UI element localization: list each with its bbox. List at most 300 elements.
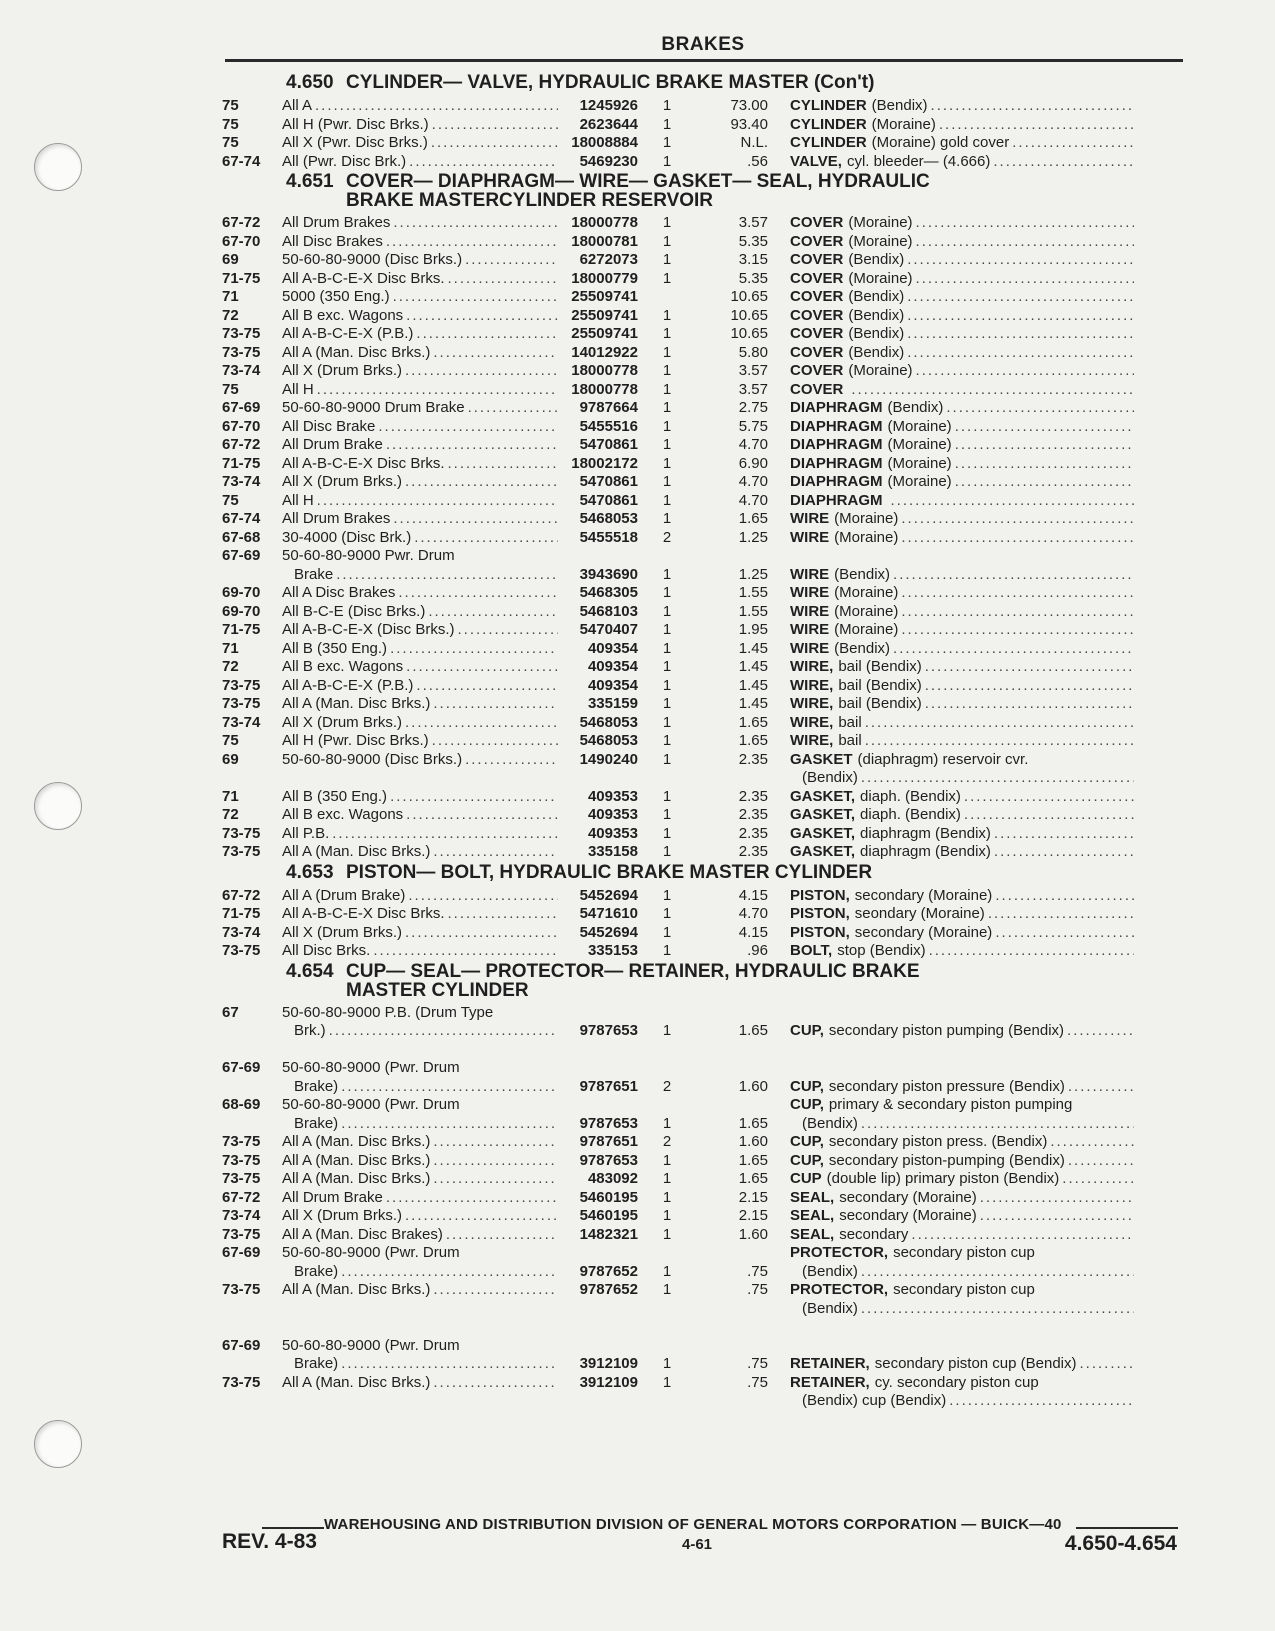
price: 4.15: [738, 923, 768, 941]
price-cell: [696, 251, 768, 270]
description-name: CUP,: [790, 1077, 824, 1095]
quantity-cell: [638, 529, 696, 548]
model-text: All Disc Brakes: [282, 232, 383, 250]
model-line: [282, 1263, 558, 1282]
description-name: PROTECTOR,: [790, 1281, 889, 1298]
quantity-cell: [638, 1207, 696, 1226]
table-row: [222, 1374, 1184, 1411]
part-number: 409354: [587, 676, 638, 694]
leader-dots: [952, 455, 1134, 474]
description-line: [790, 116, 1134, 135]
leader-dots: [338, 1115, 558, 1134]
part-number: 5471610: [579, 905, 638, 922]
description-cell: [768, 492, 1134, 511]
quantity: 1: [662, 362, 672, 379]
price-cell: [696, 1059, 768, 1096]
part-number: 18000778: [571, 362, 638, 379]
year-range: 71-75: [222, 269, 261, 287]
table-row: [222, 887, 1184, 906]
part-number: 5460195: [579, 1207, 638, 1224]
leader-dots: [430, 695, 558, 714]
leader-dots: [898, 603, 1134, 622]
quantity-cell: [638, 1337, 696, 1374]
year-range: 67: [222, 1003, 239, 1021]
description-cell: [768, 1337, 1134, 1374]
year-range: 75: [222, 380, 239, 398]
price-cell: [696, 788, 768, 807]
model-cell: [282, 362, 558, 381]
price-cell: [696, 621, 768, 640]
part-number-cell: [558, 307, 638, 326]
model-line: [282, 843, 558, 862]
part-number-cell: [558, 116, 638, 135]
part-number: 2623644: [579, 115, 638, 133]
part-number: 9787653: [579, 1151, 638, 1169]
description-cell: [768, 1374, 1134, 1411]
leader-dots: [1009, 134, 1134, 153]
model-line: [282, 566, 558, 585]
row-gap: [222, 1041, 1184, 1060]
quantity: 1: [662, 806, 672, 823]
part-number-cell: [558, 134, 638, 153]
description-text: primary & secondary piston pumping: [828, 1096, 1073, 1113]
description-line: [790, 695, 1134, 714]
quantity-cell: [638, 714, 696, 733]
table-row: [222, 924, 1184, 943]
price-cell: [696, 924, 768, 943]
description-text: diaphragm (Bendix): [860, 824, 991, 842]
description-name: CUP,: [790, 1133, 824, 1150]
price: .75: [747, 1373, 768, 1391]
price: 1.65: [738, 1151, 768, 1169]
quantity-cell: [638, 621, 696, 640]
leader-dots: [985, 905, 1134, 924]
table-row: [222, 1004, 1184, 1041]
description-text: secondary (Moraine): [839, 1188, 977, 1206]
description-cell: [768, 325, 1134, 344]
model-line: [282, 658, 558, 677]
year-range: 75: [222, 115, 239, 133]
year-range: 73-75: [222, 843, 261, 860]
leader-dots: [405, 887, 558, 906]
quantity: 1: [662, 1114, 672, 1132]
leader-dots: [425, 603, 558, 622]
table-row: [222, 510, 1184, 529]
description-name: GASKET,: [790, 824, 856, 842]
price: 1.60: [738, 1133, 768, 1150]
leader-dots: [890, 640, 1134, 659]
description-name: COVER: [790, 306, 844, 324]
description-text: (Bendix) cup (Bendix): [802, 1392, 947, 1409]
price-cell: [696, 1207, 768, 1226]
part-number-cell: [558, 1226, 638, 1245]
part-number-cell: [558, 1189, 638, 1208]
description-cell: [768, 436, 1134, 455]
table-row: [222, 344, 1184, 363]
year-range: 67-74: [222, 510, 261, 527]
description-cell: [768, 905, 1134, 924]
section-number: 4.653: [286, 861, 334, 883]
year-range: 67-70: [222, 232, 261, 250]
table-row: [222, 1226, 1184, 1245]
quantity-cell: [638, 806, 696, 825]
description-text: secondary piston pressure (Bendix): [828, 1077, 1065, 1095]
part-number: 5468053: [579, 713, 638, 731]
price: .75: [747, 1281, 768, 1298]
description-line: [790, 418, 1134, 437]
model-cell: [282, 436, 558, 455]
leader-dots: [992, 887, 1134, 906]
leader-dots: [913, 214, 1134, 233]
leader-dots: [898, 510, 1134, 529]
year-range: 73-75: [222, 1281, 261, 1298]
description-name: VALVE,: [790, 152, 842, 170]
quantity: 1: [662, 658, 672, 675]
price-cell: [696, 529, 768, 548]
description-cell: [768, 677, 1134, 696]
model-text: All H: [282, 491, 314, 509]
description-text: (Bendix): [848, 306, 905, 324]
description-text: (Moraine): [848, 269, 913, 287]
description-line: [790, 825, 1134, 844]
year-range: 71-75: [222, 454, 261, 472]
quantity-cell: [638, 924, 696, 943]
description-text: (Bendix): [802, 1299, 858, 1317]
footer-revision: REV. 4-83: [222, 1530, 317, 1553]
year-range: 71-75: [222, 621, 261, 638]
description-cell: [768, 418, 1134, 437]
part-number-cell: [558, 887, 638, 906]
description-cell: [768, 455, 1134, 474]
description-line: [790, 621, 1134, 640]
description-name: DIAPHRAGM: [790, 454, 883, 472]
model-line: [282, 1115, 558, 1134]
model-line: [282, 924, 558, 943]
description-cell: [768, 547, 1134, 584]
description-line: [790, 381, 1134, 400]
model-line: [282, 1004, 558, 1023]
section-header: [222, 172, 1184, 210]
quantity-cell: [638, 547, 696, 584]
price-cell: [696, 584, 768, 603]
table-row: [222, 97, 1184, 116]
price-cell: [696, 1170, 768, 1189]
description-cell: [768, 751, 1134, 788]
part-number-cell: [558, 381, 638, 400]
table-row: [222, 714, 1184, 733]
description-cell: [768, 788, 1134, 807]
model-line: [282, 510, 558, 529]
leader-dots: [443, 1226, 558, 1245]
part-number: 9787651: [579, 1077, 638, 1095]
model-text: All Drum Brakes: [282, 214, 391, 231]
table-row: [222, 677, 1184, 696]
year-range: 73-75: [222, 1170, 261, 1187]
model-text: All A (Man. Disc Brks.): [282, 1151, 431, 1169]
year-range: 73-75: [222, 1133, 261, 1150]
part-number: 14012922: [571, 343, 638, 361]
price-cell: [696, 214, 768, 233]
price-cell: [696, 381, 768, 400]
description-line: [790, 510, 1134, 529]
description-line: [790, 714, 1134, 733]
part-number-cell: [558, 751, 638, 788]
leader-dots: [904, 288, 1134, 307]
model-cell: [282, 1207, 558, 1226]
leader-dots: [1065, 1078, 1134, 1097]
year-range: 68-69: [222, 1096, 261, 1113]
description-cell: [768, 1059, 1134, 1096]
price: 2.35: [738, 787, 768, 805]
leader-dots: [402, 362, 558, 381]
leader-dots: [858, 769, 1134, 788]
price-cell: [696, 603, 768, 622]
year-range: 73-75: [222, 1225, 261, 1243]
leader-dots: [1059, 1170, 1134, 1189]
leader-dots: [445, 905, 558, 924]
description-line: [790, 529, 1134, 548]
section-header: [222, 962, 1184, 1000]
quantity: 1: [662, 639, 672, 657]
footer-rule-left: [262, 1527, 324, 1529]
quantity-cell: [638, 473, 696, 492]
description-line: [790, 1263, 1134, 1282]
binder-hole-middle: [34, 782, 82, 830]
leader-dots: [413, 677, 558, 696]
description-line: [790, 473, 1134, 492]
price: 1.95: [738, 621, 768, 638]
table-row: [222, 270, 1184, 289]
model-text: All B exc. Wagons: [282, 306, 404, 324]
model-text: All A-B-C-E-X Disc Brks.: [282, 269, 445, 287]
table-row: [222, 529, 1184, 548]
model-text: Brake): [294, 1077, 339, 1095]
table-row: [222, 436, 1184, 455]
description-text: bail (Bendix): [838, 658, 922, 675]
part-number: 5468053: [579, 732, 638, 749]
description-line: [790, 344, 1134, 363]
leader-dots: [952, 418, 1134, 437]
year-range: 69: [222, 251, 239, 268]
quantity-cell: [638, 492, 696, 511]
model-text: All A Disc Brakes: [282, 584, 396, 601]
model-text: 50-60-80-9000 (Pwr. Drum: [282, 1059, 460, 1076]
description-cell: [768, 714, 1134, 733]
model-cell: [282, 1133, 558, 1152]
model-cell: [282, 695, 558, 714]
price: 3.15: [738, 251, 768, 268]
leader-dots: [383, 1189, 558, 1208]
price-cell: [696, 1133, 768, 1152]
leader-dots: [991, 825, 1134, 844]
table-row: [222, 473, 1184, 492]
price-cell: [696, 1281, 768, 1318]
part-number-cell: [558, 418, 638, 437]
part-number-cell: [558, 362, 638, 381]
price-cell: [696, 344, 768, 363]
description-name: CUP,: [790, 1096, 824, 1113]
description-name: PISTON,: [790, 923, 850, 941]
section-title: CYLINDER— VALVE, HYDRAULIC BRAKE MASTER (Con't): [346, 72, 875, 93]
leader-dots: [862, 714, 1134, 733]
leader-dots: [922, 658, 1134, 677]
model-text: Brk.): [294, 1022, 326, 1039]
table-row: [222, 1170, 1184, 1189]
leader-dots: [430, 344, 558, 363]
model-cell: [282, 510, 558, 529]
price: 1.65: [738, 1022, 768, 1039]
quantity-cell: [638, 1096, 696, 1133]
leader-dots: [403, 658, 558, 677]
part-number-cell: [558, 325, 638, 344]
leader-dots: [329, 825, 558, 844]
description-text: (Bendix): [848, 288, 905, 305]
leader-dots: [848, 381, 1134, 400]
part-number: 6272073: [579, 251, 638, 268]
model-line: [282, 1244, 558, 1263]
quantity: 1: [662, 923, 672, 941]
description-text: (Bendix): [802, 1262, 858, 1280]
quantity-cell: [638, 825, 696, 844]
leader-dots: [402, 473, 558, 492]
description-name: SEAL,: [790, 1225, 835, 1243]
model-text: 5000 (350 Eng.): [282, 288, 390, 305]
price-cell: [696, 307, 768, 326]
leader-dots: [462, 751, 558, 770]
table-row: [222, 603, 1184, 622]
leader-dots: [403, 307, 558, 326]
part-number: 5452694: [579, 886, 638, 904]
model-cell: [282, 307, 558, 326]
year-range: 73-75: [222, 1151, 261, 1169]
quantity-cell: [638, 1189, 696, 1208]
table-row: [222, 492, 1184, 511]
description-name: PISTON,: [790, 886, 850, 904]
leader-dots: [338, 1355, 558, 1374]
spacer: [790, 1004, 1134, 1023]
quantity: 1: [662, 380, 672, 398]
quantity: 1: [662, 1355, 672, 1372]
part-number-cell: [558, 1374, 638, 1411]
quantity: 1: [662, 787, 672, 805]
price-cell: [696, 1189, 768, 1208]
row-gap: [222, 1318, 1184, 1337]
model-text: Brake): [294, 1262, 339, 1280]
price: 10.65: [730, 325, 768, 342]
description-line: [790, 436, 1134, 455]
description-text: (Bendix): [871, 97, 928, 114]
price: 2.15: [738, 1207, 768, 1224]
price: 2.35: [738, 843, 768, 860]
description-name: COVER: [790, 232, 844, 250]
quantity: 1: [662, 325, 672, 342]
part-number: 5455518: [579, 528, 638, 546]
model-cell: [282, 270, 558, 289]
description-cell: [768, 473, 1134, 492]
leader-dots: [390, 214, 558, 233]
year-range: 73-75: [222, 1373, 261, 1391]
description-line: [790, 1115, 1134, 1134]
leader-dots: [858, 1263, 1134, 1282]
price-cell: [696, 1004, 768, 1041]
price-cell: [696, 714, 768, 733]
price: .75: [747, 1262, 768, 1280]
description-line: [790, 270, 1134, 289]
model-line: [282, 1226, 558, 1245]
part-number: 5460195: [579, 1188, 638, 1206]
description-line: [790, 1170, 1134, 1189]
table-row: [222, 1244, 1184, 1281]
price: 2.75: [738, 399, 768, 416]
leader-dots: [326, 1022, 558, 1041]
leader-dots: [858, 1300, 1134, 1319]
model-line: [282, 270, 558, 289]
quantity: 1: [662, 824, 672, 842]
part-number-cell: [558, 732, 638, 751]
leader-dots: [445, 270, 558, 289]
year-range: 75: [222, 97, 239, 114]
part-number-cell: [558, 788, 638, 807]
description-name: SEAL,: [790, 1188, 835, 1206]
description-cell: [768, 1170, 1134, 1189]
footer-rule-right: [1076, 1527, 1178, 1529]
quantity: 1: [662, 886, 672, 904]
price-cell: [696, 887, 768, 906]
part-number: 3912109: [579, 1355, 638, 1372]
year-range: 71: [222, 288, 239, 305]
description-line: [790, 566, 1134, 585]
description-text: (Moraine): [871, 115, 936, 133]
year-range: 73-75: [222, 942, 261, 959]
model-text: All B exc. Wagons: [282, 806, 404, 823]
model-line: [282, 788, 558, 807]
quantity-cell: [638, 1226, 696, 1245]
model-line: [282, 418, 558, 437]
quantity: 1: [662, 1281, 672, 1298]
model-cell: [282, 97, 558, 116]
price: 1.60: [738, 1225, 768, 1243]
quantity: 1: [662, 343, 672, 361]
model-text: All A (Man. Disc Brks.): [282, 1133, 431, 1150]
part-number-cell: [558, 942, 638, 961]
description-name: CYLINDER: [790, 134, 867, 151]
model-text: All A (Man. Disc Brks.): [282, 1373, 431, 1391]
part-number-cell: [558, 399, 638, 418]
description-name: DIAPHRAGM: [790, 417, 883, 435]
quantity: 1: [662, 510, 672, 527]
description-name: COVER: [790, 380, 844, 398]
section-number: 4.650: [286, 72, 334, 93]
description-line: [790, 153, 1134, 172]
part-number: 5470861: [579, 491, 638, 509]
price-cell: [696, 751, 768, 788]
part-number-cell: [558, 529, 638, 548]
model-cell: [282, 288, 558, 307]
description-cell: [768, 1152, 1134, 1171]
description-line: [790, 887, 1134, 906]
part-number: 9787653: [579, 1022, 638, 1039]
description-cell: [768, 806, 1134, 825]
quantity-cell: [638, 695, 696, 714]
price: 2.15: [738, 1188, 768, 1206]
quantity-cell: [638, 677, 696, 696]
leader-dots: [383, 436, 558, 455]
model-line: [282, 1096, 558, 1115]
leader-dots: [922, 677, 1134, 696]
price: 1.45: [738, 695, 768, 712]
quantity-cell: [638, 455, 696, 474]
price-cell: [696, 1374, 768, 1411]
